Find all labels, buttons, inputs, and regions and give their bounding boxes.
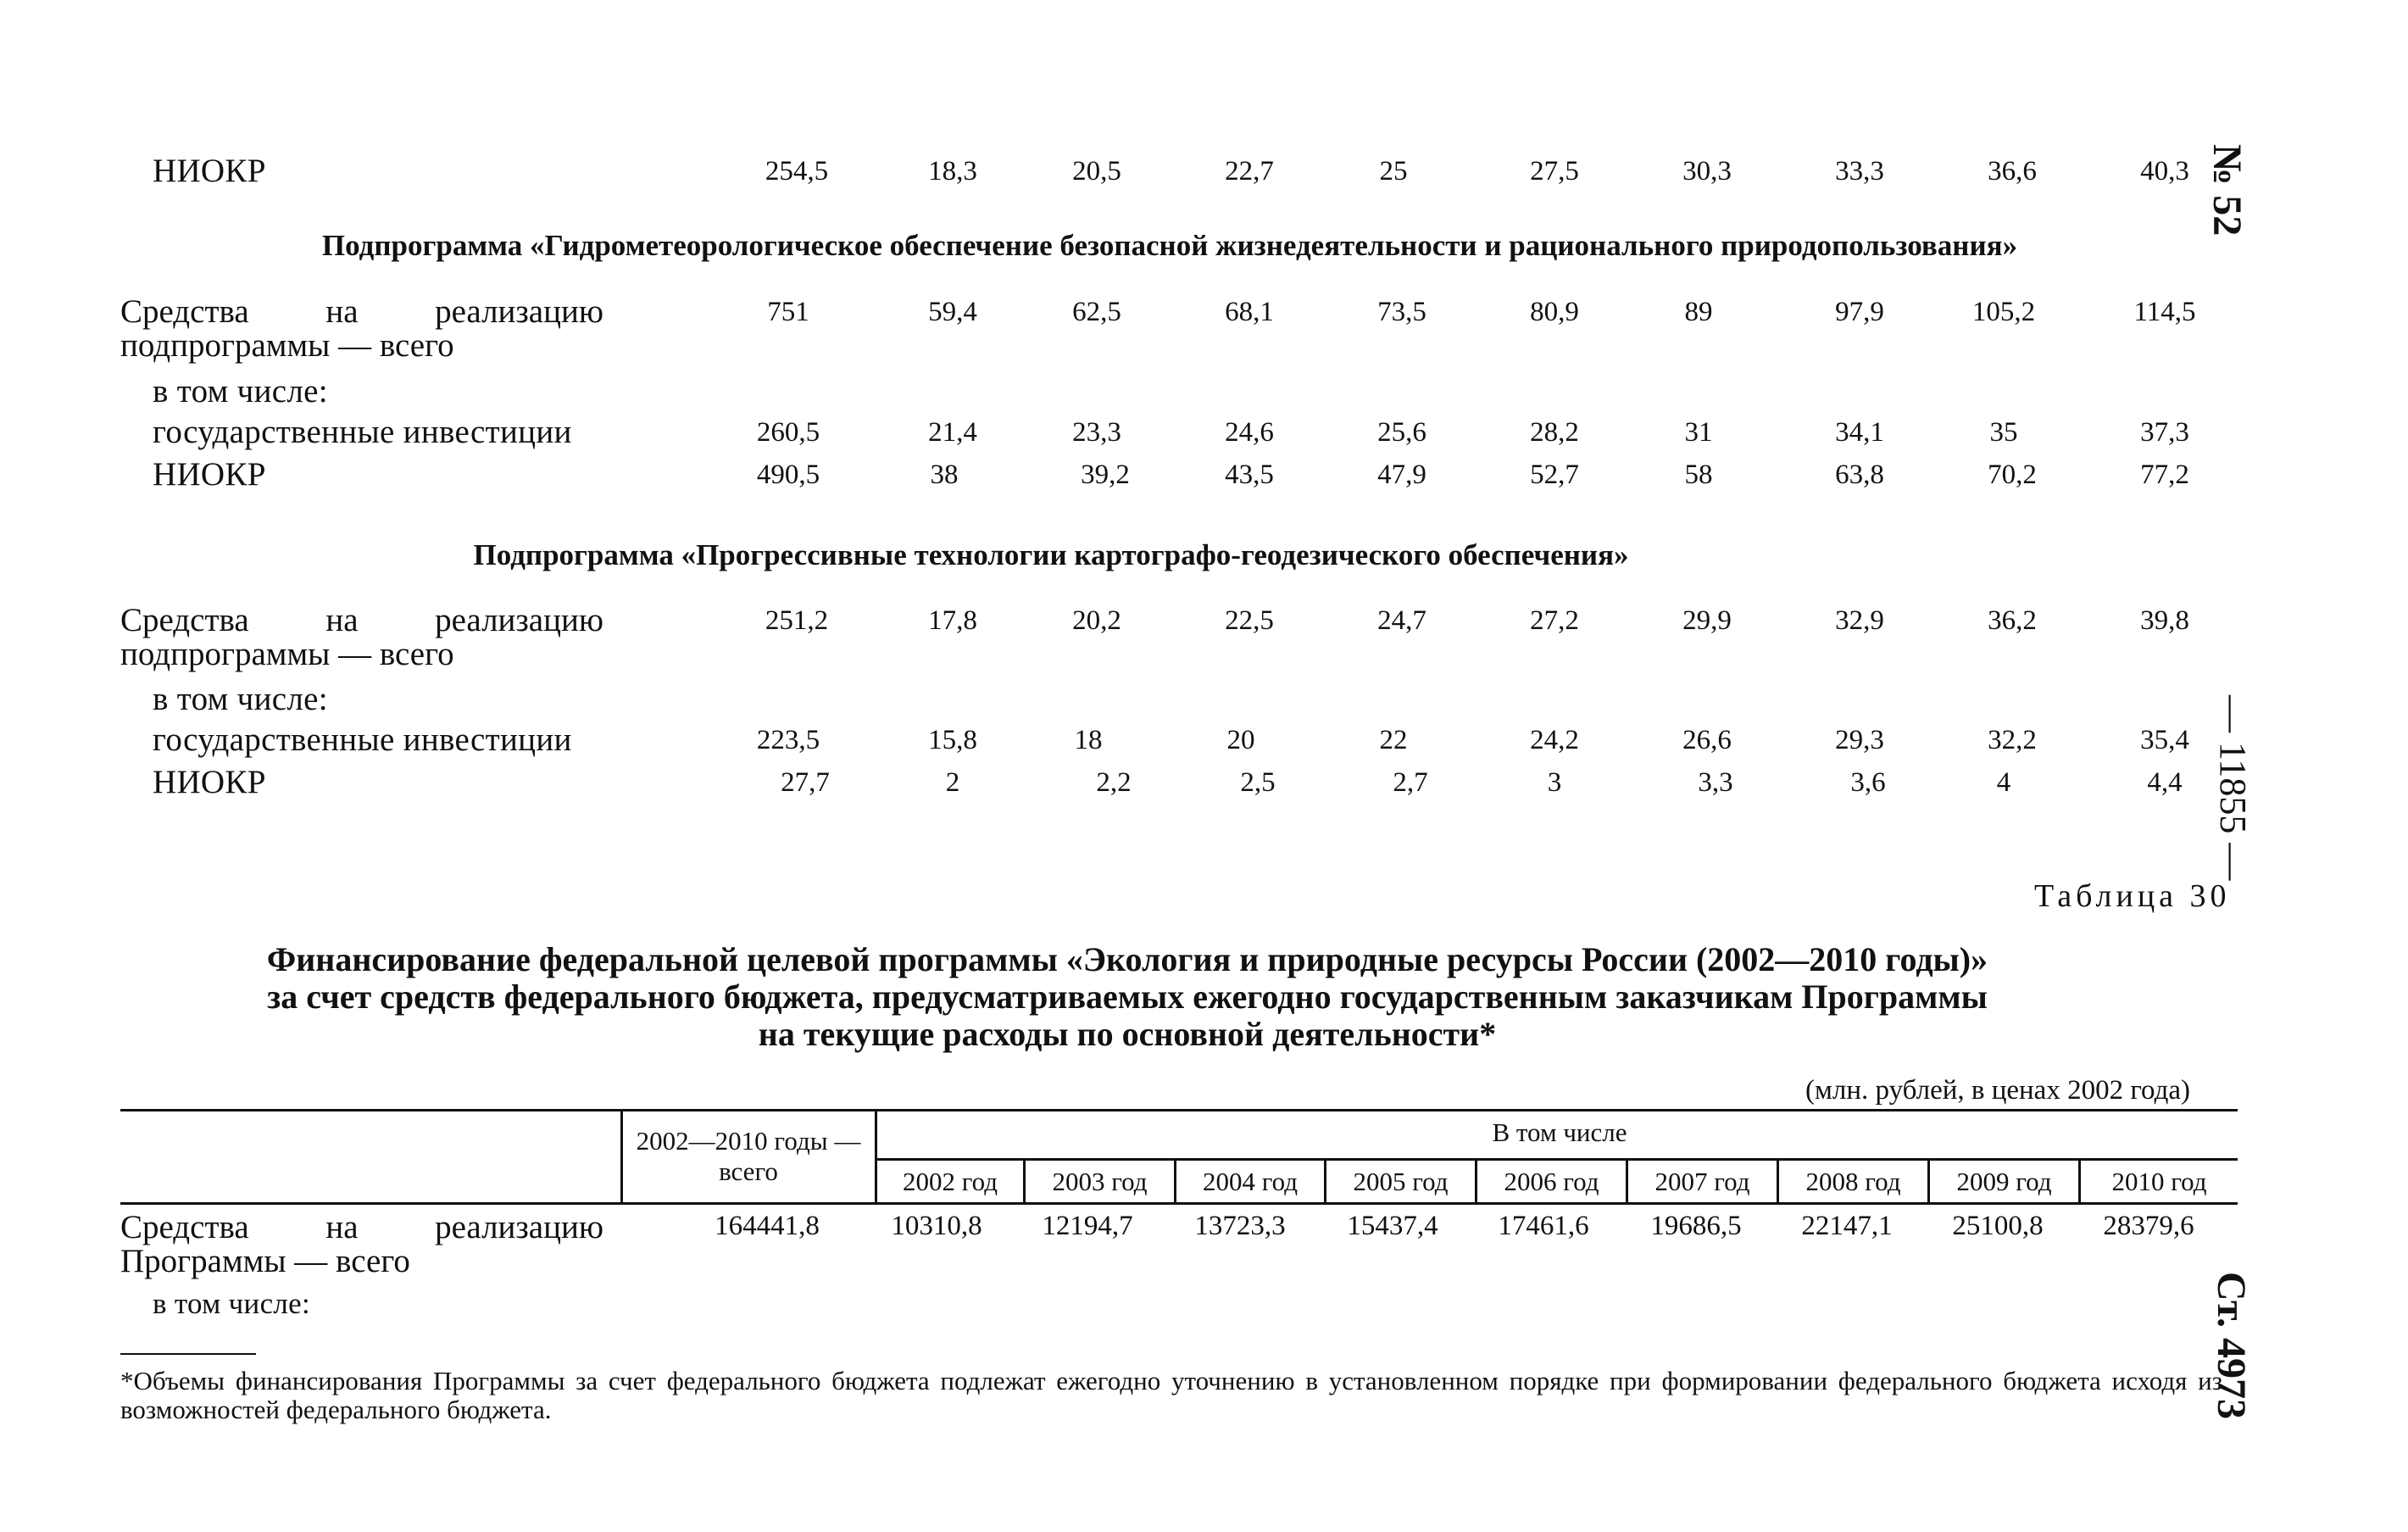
value-total: 260,5 [756, 417, 820, 448]
value-total: 223,5 [756, 725, 820, 755]
value-2005: 25,6 [1377, 417, 1426, 448]
value-2004: 68,1 [1225, 297, 1274, 327]
value-2005: 73,5 [1377, 297, 1426, 327]
value-2003: 39,2 [1081, 460, 1130, 490]
value-2006: 17461,6 [1498, 1211, 1589, 1241]
subprogram-1-row-niokr [0, 458, 2408, 492]
table-group-rule [875, 1158, 2238, 1161]
header-year-2007: 2007 год [1654, 1167, 1750, 1196]
row-label: государственные инвестиции [153, 414, 572, 450]
value-2010: 37,3 [2140, 417, 2189, 448]
subprogram-2-including-label: в том числе: [153, 681, 328, 717]
value-total: 164441,8 [715, 1211, 820, 1241]
value-2009: 4 [1996, 767, 2011, 798]
value-2004: 22,7 [1225, 156, 1274, 187]
value-2008: 3,6 [1850, 767, 1886, 798]
subprogram-1-title: Подпрограмма «Гидрометеорологическое обеспечение безопасной жизнедеятельности и рационального природопользования» [321, 229, 2018, 262]
table-units: (млн. рублей, в ценах 2002 года) [1805, 1075, 2191, 1106]
value-2006: 3 [1547, 767, 1562, 798]
table-top-rule [120, 1109, 2238, 1111]
value-2004: 13723,3 [1194, 1211, 1286, 1241]
footnote-rule [120, 1353, 256, 1355]
value-2010: 40,3 [2140, 156, 2189, 187]
value-2003: 12194,7 [1042, 1211, 1133, 1241]
value-2003: 20,2 [1072, 605, 1121, 636]
value-2002: 15,8 [928, 725, 977, 755]
header-year-2008: 2008 год [1805, 1167, 1901, 1196]
value-2005: 24,7 [1377, 605, 1426, 636]
footnote: *Объемы финансирования Программы за счет федерального бюджета подлежат ежегодно уточнению в установленном порядке при формировании федерального бюджета исходя из возможностей федерального бюджета. [120, 1366, 2222, 1424]
value-2007: 30,3 [1682, 156, 1732, 187]
value-2006: 27,5 [1530, 156, 1579, 187]
table-number: Таблица 30 [2034, 878, 2231, 914]
value-2002: 38 [930, 460, 959, 490]
value-2002: 18,3 [928, 156, 977, 187]
value-2006: 28,2 [1530, 417, 1579, 448]
value-2003: 62,5 [1072, 297, 1121, 327]
header-year-2005: 2005 год [1353, 1167, 1449, 1196]
value-2003: 2,2 [1096, 767, 1132, 798]
subprogram-2-row-niokr [0, 766, 2408, 799]
value-2008: 97,9 [1835, 297, 1884, 327]
value-2010: 35,4 [2140, 725, 2189, 755]
subprogram-2-row-investments [0, 723, 2408, 757]
table-col-divider [620, 1109, 623, 1204]
table-title-line-2: за счет средств федерального бюджета, предусматриваемых ежегодно государственным заказчикам Программы [267, 978, 1988, 1016]
subprogram-1-including-label: в том числе: [153, 373, 328, 409]
value-2005: 25 [1379, 156, 1408, 187]
value-2007: 89 [1684, 297, 1713, 327]
value-2008: 33,3 [1835, 156, 1884, 187]
table-title-line-1: Финансирование федеральной целевой программы «Экология и природные ресурсы России (2002—2010 годы)» [266, 940, 1988, 978]
row-label: НИОКР [153, 153, 266, 189]
value-2010: 39,8 [2140, 605, 2189, 636]
value-2007: 3,3 [1698, 767, 1733, 798]
header-year-2002: 2002 год [902, 1167, 998, 1196]
value-2009: 105,2 [1971, 297, 2036, 327]
value-2009: 36,2 [1988, 605, 2037, 636]
value-2008: 34,1 [1835, 417, 1884, 448]
value-2009: 25100,8 [1952, 1211, 2044, 1241]
row-label: НИОКР [153, 764, 266, 800]
value-2008: 29,3 [1835, 725, 1884, 755]
value-2005: 15437,4 [1347, 1211, 1438, 1241]
value-2009: 32,2 [1988, 725, 2037, 755]
value-2003: 23,3 [1072, 417, 1121, 448]
value-2008: 32,9 [1835, 605, 1884, 636]
value-2003: 20,5 [1072, 156, 1121, 187]
value-2002: 21,4 [928, 417, 977, 448]
value-2008: 22147,1 [1801, 1211, 1893, 1241]
table-title [170, 941, 2085, 1053]
header-year-2003: 2003 год [1052, 1167, 1148, 1196]
subprogram-1-total-row [0, 295, 2408, 329]
value-2007: 19686,5 [1650, 1211, 1742, 1241]
subprogram-1-total-label: Средства на реализацию подпрограммы — всего [120, 293, 603, 364]
value-2002: 10310,8 [891, 1211, 982, 1241]
header-year-2006: 2006 год [1504, 1167, 1599, 1196]
value-total: 27,7 [781, 767, 830, 798]
value-2003: 18 [1074, 725, 1103, 755]
table-total-label: Средства на реализацию Программы — всего [120, 1209, 603, 1279]
header-total: 2002—2010 годы — всего [636, 1126, 861, 1186]
subprogram-1-row-investments [0, 415, 2408, 449]
top-niokr-row [0, 154, 2408, 188]
table-title-line-3: на текущие расходы по основной деятельности* [758, 1015, 1497, 1053]
table-including-label: в том числе: [153, 1287, 311, 1320]
value-2009: 36,6 [1988, 156, 2037, 187]
row-label: государственные инвестиции [153, 721, 572, 758]
value-2009: 35 [1989, 417, 2018, 448]
issue-number: № 52 [2205, 144, 2250, 237]
value-2006: 80,9 [1530, 297, 1579, 327]
value-2005: 22 [1379, 725, 1408, 755]
subprogram-2-title: Подпрограмма «Прогрессивные технологии картографо-геодезического обеспечения» [473, 538, 1629, 571]
value-2010: 114,5 [2133, 297, 2196, 327]
value-total: 254,5 [765, 156, 829, 187]
header-year-2010: 2010 год [2111, 1167, 2207, 1196]
value-2007: 31 [1684, 417, 1713, 448]
value-2002: 17,8 [928, 605, 977, 636]
header-group: В том числе [1492, 1117, 1627, 1147]
header-year-2009: 2009 год [1956, 1167, 2052, 1196]
value-2006: 27,2 [1530, 605, 1579, 636]
table-header-rule [120, 1202, 2238, 1205]
value-2004: 22,5 [1225, 605, 1274, 636]
value-2006: 24,2 [1530, 725, 1579, 755]
value-2004: 24,6 [1225, 417, 1274, 448]
value-2004: 43,5 [1225, 460, 1274, 490]
value-2005: 47,9 [1377, 460, 1426, 490]
article-number: Ст. 4973 [2209, 1272, 2254, 1419]
value-total: 251,2 [765, 605, 829, 636]
page-number: — 11855 — [2212, 695, 2254, 881]
value-2004: 20 [1226, 725, 1255, 755]
value-2002: 59,4 [928, 297, 977, 327]
value-2007: 29,9 [1682, 605, 1732, 636]
row-label: НИОКР [153, 456, 266, 493]
value-2007: 58 [1684, 460, 1713, 490]
value-2008: 63,8 [1835, 460, 1884, 490]
value-2010: 28379,6 [2103, 1211, 2194, 1241]
value-2004: 2,5 [1240, 767, 1276, 798]
header-year-2004: 2004 год [1202, 1167, 1299, 1196]
value-total: 751 [767, 297, 809, 327]
value-2006: 52,7 [1530, 460, 1579, 490]
subprogram-2-total-row [0, 604, 2408, 638]
value-2007: 26,6 [1682, 725, 1732, 755]
value-2010: 4,4 [2147, 767, 2183, 798]
subprogram-2-total-label: Средства на реализацию подпрограммы — всего [120, 602, 603, 672]
value-2009: 70,2 [1988, 460, 2037, 490]
value-2005: 2,7 [1393, 767, 1428, 798]
value-total: 490,5 [756, 460, 820, 490]
value-2010: 77,2 [2140, 460, 2189, 490]
value-2002: 2 [945, 767, 960, 798]
